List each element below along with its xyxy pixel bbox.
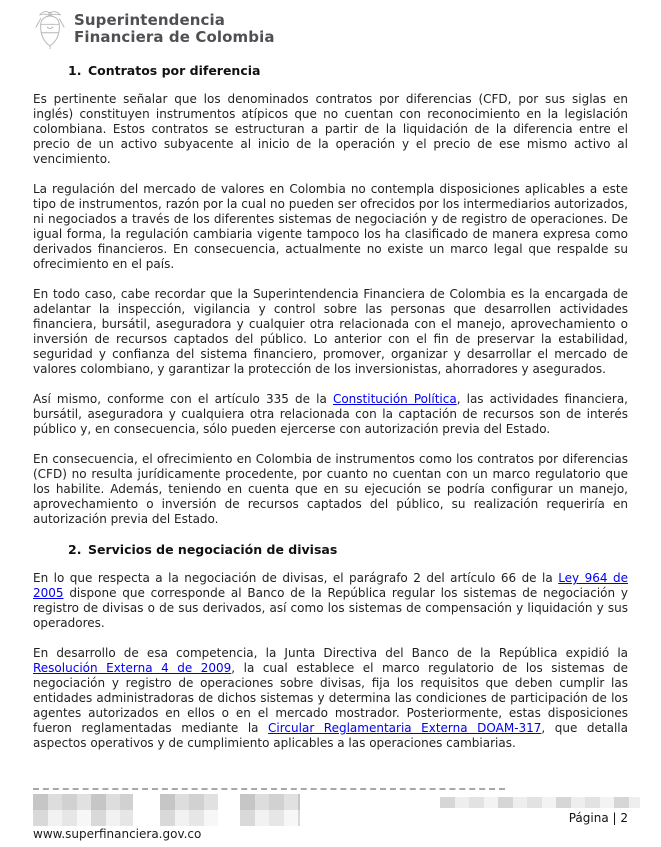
section-heading xyxy=(68,63,628,78)
text-run: Así mismo, conforme con el artículo 335 de la xyxy=(33,392,333,406)
section-number: 1. xyxy=(68,63,82,78)
section-title: Contratos por diferencia xyxy=(88,63,261,78)
text-run: Es pertinente señalar que los denominados contratos por diferencias (CFD, por sus siglas en inglés) constituyen instrumentos atípicos que no cuentan con reconocimiento en la legislación colombiana. Estos contratos se estructuran a partir de la liquidación de la diferencia entre el precio de un activo subyacente al inicio de la operación y el precio de ese mismo activo al vencimiento. xyxy=(33,92,628,166)
section-title: Servicios de negociación de divisas xyxy=(88,542,338,557)
paragraph xyxy=(33,287,628,377)
inline-link[interactable]: Ley 964 de 2005 xyxy=(33,571,629,600)
text-run: La regulación del mercado de valores en Colombia no contempla disposiciones aplicables a este tipo de instrumentos, razón por la cual no pueden ser ofrecidos por los intermediarios autorizados, ni negociados a través de los diferentes sistemas de negociación y de registro de operaciones. De igual forma, la regulación cambiaria vigente tampoco los ha clasificado de manera expresa como derivados financieros. En consecuencia, actualmente no existe un marco legal que respalde su ofrecimiento en el país. xyxy=(33,182,628,271)
text-run: , que detalla aspectos operativos y de cumplimiento aplicables a las operaciones cambiarias. xyxy=(33,721,628,750)
page-number: Página | 2 xyxy=(568,811,628,825)
inline-link[interactable]: Resolución Externa 4 de 2009 xyxy=(33,661,232,675)
text-run: , la cual establece el marco regulatorio de los sistemas de negociación y registro de operaciones sobre divisas, fija los requisitos que deben cumplir las entidades administradoras de dichos sistemas y determina las condiciones de participación de los agentes autorizados en ellos o en el mercado mostrador. Posteriormente, estas disposiciones fueron reglamentadas mediante la xyxy=(33,661,628,735)
inline-link[interactable]: Constitución Política xyxy=(332,392,457,406)
paragraph xyxy=(33,182,628,272)
colombia-coat-of-arms-icon xyxy=(35,8,65,50)
text-run: dispone que corresponde al Banco de la República regular los sistemas de negociación y registro de divisas o de sus derivados, así como los sistemas de compensación y liquidación y sus operadores. xyxy=(33,586,628,630)
brand-name-line1: Superintendencia xyxy=(74,11,225,29)
section-heading xyxy=(68,542,628,557)
text-run: En todo caso, cabe recordar que la Superintendencia Financiera de Colombia es la encargada de adelantar la inspección, vigilancia y control sobre las personas que desarrollen actividades financiera, bursátil, aseguradora y cualquier otra relacionada con el manejo, aprovechamiento o inversión de recursos captados del público. Lo anterior con el fin de preservar la estabilidad, seguridad y confianza del sistema financiero, promover, organizar y desarrollar el mercado de valores colombiano, y garantizar la protección de los inversionistas, ahorradores y asegurados. xyxy=(33,287,628,376)
text-run: En consecuencia, el ofrecimiento en Colombia de instrumentos como los contratos por diferencias (CFD) no resulta jurídicamente procedente, por cuanto no cuentan con un marco regulatorio que los habilite. Además, teniendo en cuenta que en su ejecución se podría configurar un manejo, aprovechamiento o inversión de recursos captados del público, su realización requeriría en autorización previa del Estado. xyxy=(33,452,628,526)
letterhead xyxy=(35,8,275,50)
paragraph xyxy=(33,392,628,437)
redacted-text-block xyxy=(240,794,300,826)
paragraph xyxy=(33,92,628,167)
redacted-text-block xyxy=(440,797,640,808)
website-url: www.superfinanciera.gov.co xyxy=(33,827,202,841)
redacted-text-block xyxy=(160,794,218,826)
text-run: En desarrollo de esa competencia, la Junta Directiva del Banco de la República expidió la xyxy=(33,646,628,660)
section-number: 2. xyxy=(68,542,82,557)
document-body xyxy=(33,63,628,766)
inline-link[interactable]: Circular Reglamentaria Externa DOAM-317 xyxy=(268,721,542,735)
paragraph xyxy=(33,646,628,751)
paragraph xyxy=(33,452,628,527)
footer-divider xyxy=(33,788,505,790)
text-run: En lo que respecta a la negociación de divisas, el parágrafo 2 del artículo 66 de la xyxy=(33,571,559,585)
brand-name xyxy=(74,12,275,46)
brand-name-line2: Financiera de Colombia xyxy=(74,28,275,46)
paragraph xyxy=(33,571,628,631)
redacted-text-block xyxy=(33,794,133,826)
text-run: , las actividades financiera, bursátil, aseguradora y cualquiera otra relacionada con la captación de recursos son de interés público y, en consecuencia, sólo pueden ejercerse con autorización previa del Estado. xyxy=(33,392,628,436)
